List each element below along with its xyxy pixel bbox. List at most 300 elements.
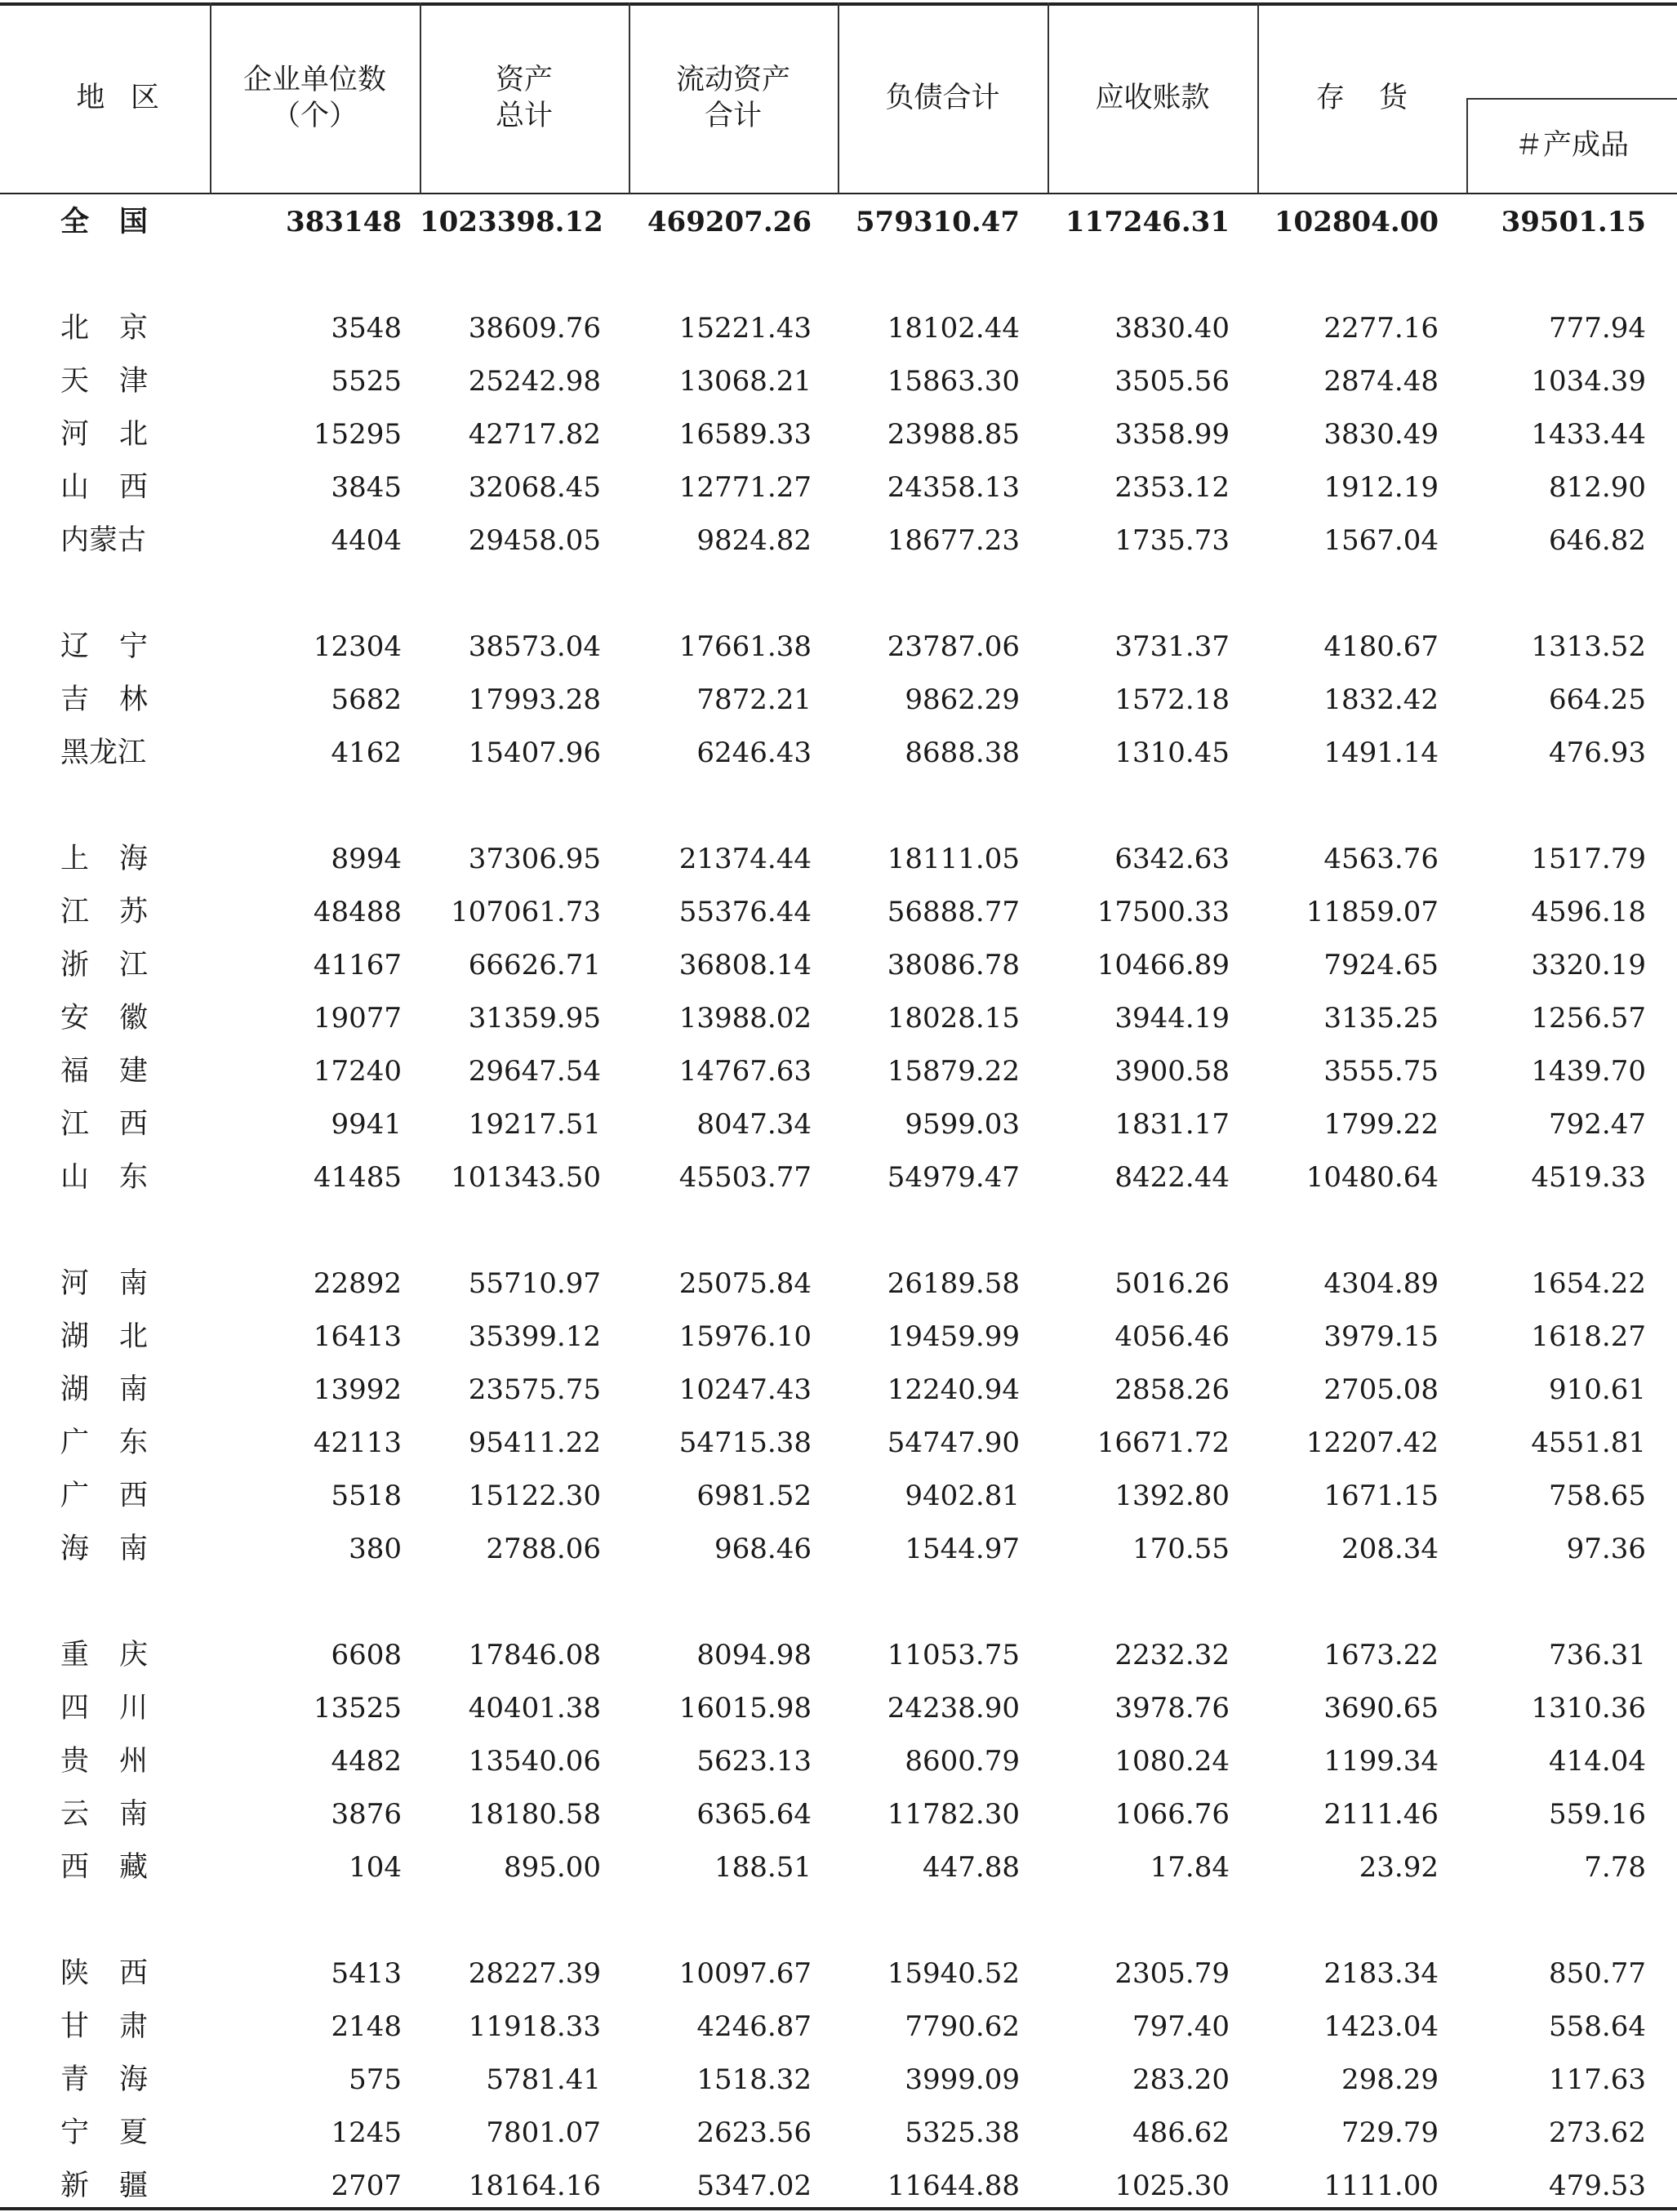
table-cell: 1066.76 — [1114, 1798, 1230, 1831]
header-assets — [420, 62, 629, 134]
region-name-char: 江 — [60, 1108, 90, 1141]
table-cell: 283.20 — [1132, 2063, 1230, 2096]
table-row — [0, 622, 1677, 671]
region-name-char: 海 — [119, 843, 149, 875]
region-name-char: 广 — [60, 1426, 90, 1459]
table-cell: 1310.36 — [1531, 1692, 1646, 1725]
table-cell: 1673.22 — [1323, 1639, 1439, 1671]
table-cell: 38573.04 — [468, 630, 601, 663]
region-name — [60, 728, 191, 777]
region-name-char: 苏 — [119, 896, 149, 928]
table-cell: 1023398.12 — [420, 206, 603, 238]
region-name-char: 藏 — [119, 1851, 149, 1884]
table-cell: 968.46 — [714, 1533, 812, 1565]
table-cell: 3135.25 — [1323, 1002, 1439, 1035]
table-cell: 19459.99 — [887, 1320, 1020, 1353]
table-cell: 7790.62 — [905, 2010, 1020, 2043]
table-cell: 13988.02 — [678, 1002, 812, 1035]
table-cell: 2705.08 — [1323, 1373, 1439, 1406]
table-cell: 18102.44 — [887, 312, 1020, 345]
table-cell: 2111.46 — [1323, 1798, 1439, 1831]
region-name — [60, 2002, 191, 2051]
table-cell: 4551.81 — [1531, 1426, 1646, 1459]
table-row — [0, 1471, 1677, 1520]
table-cell: 2232.32 — [1114, 1639, 1230, 1671]
region-name-char: 北 — [119, 418, 149, 451]
table-cell: 2874.48 — [1323, 365, 1439, 398]
region-name — [60, 1418, 191, 1467]
region-name-char: 北 — [119, 1320, 149, 1353]
table-cell: 3555.75 — [1323, 1055, 1439, 1088]
region-name — [60, 1259, 191, 1308]
table-cell: 18677.23 — [887, 524, 1020, 557]
table-cell: 24358.13 — [887, 471, 1020, 504]
table-cell: 48488 — [313, 896, 402, 928]
region-name — [60, 516, 191, 565]
table-cell: 15976.10 — [678, 1320, 812, 1353]
table-cell: 8422.44 — [1114, 1161, 1230, 1194]
header-liabilities-label: 负债合计 — [885, 82, 1000, 114]
region-name-char: 四 — [60, 1692, 90, 1725]
region-name-char: 青 — [60, 2063, 90, 2096]
table-cell: 4246.87 — [696, 2010, 812, 2043]
table-row — [0, 410, 1677, 459]
table-cell: 41167 — [313, 949, 402, 981]
table-cell: 5525 — [331, 365, 402, 398]
table-cell: 1491.14 — [1323, 737, 1439, 769]
region-name — [60, 1100, 191, 1149]
table-row — [0, 2108, 1677, 2157]
region-name-char: 西 — [119, 1957, 149, 1990]
table-cell: 3690.65 — [1323, 1692, 1439, 1725]
region-name-char: 肃 — [119, 2010, 149, 2043]
table-cell: 11644.88 — [887, 2170, 1020, 2202]
table-cell: 170.55 — [1132, 1533, 1230, 1565]
table-cell: 5016.26 — [1114, 1267, 1230, 1300]
header-receivables — [1048, 80, 1257, 116]
table-row — [0, 888, 1677, 937]
table-cell: 39501.15 — [1501, 206, 1646, 238]
table-cell: 758.65 — [1549, 1480, 1646, 1512]
table-cell: 13525 — [313, 1692, 402, 1725]
region-name-char: 浙 — [60, 949, 90, 981]
table-row — [0, 1790, 1677, 1839]
table-cell: 18028.15 — [887, 1002, 1020, 1035]
table-cell: 4180.67 — [1323, 630, 1439, 663]
table-cell: 95411.22 — [468, 1426, 601, 1459]
table-cell: 1433.44 — [1531, 418, 1646, 451]
table-cell: 23575.75 — [468, 1373, 601, 1406]
table-cell: 19077 — [313, 1002, 402, 1035]
table-cell: 1199.34 — [1323, 1745, 1439, 1778]
table-cell: 812.90 — [1549, 471, 1646, 504]
table-cell: 23988.85 — [887, 418, 1020, 451]
table-cell: 9599.03 — [905, 1108, 1020, 1141]
table-cell: 42717.82 — [468, 418, 601, 451]
header-finished-goods — [1466, 127, 1677, 163]
table-cell: 40401.38 — [468, 1692, 601, 1725]
table-cell: 42113 — [313, 1426, 402, 1459]
table-cell: 18164.16 — [468, 2170, 601, 2202]
table-cell: 29647.54 — [468, 1055, 601, 1088]
table-cell: 797.40 — [1132, 2010, 1230, 2043]
table-cell: 55376.44 — [678, 896, 812, 928]
region-name — [60, 622, 191, 671]
table-row — [0, 2161, 1677, 2210]
table-cell: 1025.30 — [1114, 2170, 1230, 2202]
region-name-char: 宁 — [60, 2116, 90, 2149]
table-cell: 15940.52 — [887, 1957, 1020, 1990]
table-cell: 66626.71 — [468, 949, 601, 981]
table-cell: 298.29 — [1341, 2063, 1439, 2096]
table-row — [0, 1259, 1677, 1308]
table-cell: 4482 — [331, 1745, 402, 1778]
table-cell: 9941 — [331, 1108, 402, 1141]
table-cell: 16589.33 — [678, 418, 812, 451]
table-cell: 1423.04 — [1323, 2010, 1439, 2043]
table-cell: 3845 — [331, 471, 402, 504]
region-name-char: 云 — [60, 1798, 90, 1831]
table-cell: 3999.09 — [905, 2063, 1020, 2096]
table-cell: 1618.27 — [1531, 1320, 1646, 1353]
table-row — [0, 835, 1677, 883]
region-name — [60, 1737, 191, 1786]
region-name-char: 夏 — [119, 2116, 149, 2149]
region-name-char: 河 — [60, 418, 90, 451]
table-cell: 12771.27 — [678, 471, 812, 504]
table-cell: 469207.26 — [647, 206, 812, 238]
table-cell: 3505.56 — [1114, 365, 1230, 398]
region-name-char: 庆 — [119, 1639, 149, 1671]
table-cell: 1111.00 — [1323, 2170, 1439, 2202]
table-cell: 3830.49 — [1323, 418, 1439, 451]
table-cell: 55710.97 — [468, 1267, 601, 1300]
table-cell: 2277.16 — [1323, 312, 1439, 345]
table-cell: 9402.81 — [905, 1480, 1020, 1512]
table-cell: 10480.64 — [1306, 1161, 1439, 1194]
region-name — [60, 410, 191, 459]
table-row — [0, 516, 1677, 565]
table-cell: 729.79 — [1341, 2116, 1439, 2149]
header-receivables-label: 应收账款 — [1095, 82, 1210, 114]
table-row — [0, 728, 1677, 777]
table-row-total — [0, 198, 1677, 247]
table-cell: 486.62 — [1132, 2116, 1230, 2149]
table-cell: 1310.45 — [1114, 737, 1230, 769]
region-name-char: 东 — [119, 1161, 149, 1194]
table-row — [0, 1365, 1677, 1414]
table-cell: 6246.43 — [696, 737, 812, 769]
table-row — [0, 1418, 1677, 1467]
table-cell: 6342.63 — [1114, 843, 1230, 875]
table-row — [0, 1684, 1677, 1733]
region-name-char: 京 — [119, 312, 149, 345]
table-cell: 479.53 — [1549, 2170, 1646, 2202]
table-cell: 19217.51 — [468, 1108, 601, 1141]
header-assets-line1: 资产 — [495, 64, 553, 96]
table-cell: 23787.06 — [887, 630, 1020, 663]
header-assets-line2: 总计 — [495, 100, 553, 132]
table-cell: 15295 — [313, 418, 402, 451]
table-cell: 38609.76 — [468, 312, 601, 345]
table-cell: 17500.33 — [1096, 896, 1230, 928]
table-cell: 26189.58 — [887, 1267, 1020, 1300]
region-name-char: 西 — [60, 1851, 90, 1884]
region-name-char: 国 — [119, 205, 149, 238]
table-cell: 6365.64 — [696, 1798, 812, 1831]
table-cell: 101343.50 — [451, 1161, 601, 1194]
region-name-char: 宁 — [119, 630, 149, 663]
table-cell: 15122.30 — [468, 1480, 601, 1512]
region-name-char: 北 — [60, 312, 90, 345]
table-cell: 8047.34 — [696, 1108, 812, 1141]
region-name-text: 内蒙古 — [60, 524, 147, 557]
table-cell: 4404 — [331, 524, 402, 557]
region-name — [60, 304, 191, 353]
table-cell: 8688.38 — [905, 737, 1020, 769]
table-cell: 1735.73 — [1114, 524, 1230, 557]
table-cell: 4304.89 — [1323, 1267, 1439, 1300]
table-row — [0, 1153, 1677, 1202]
table-row — [0, 2055, 1677, 2104]
table-cell: 2305.79 — [1114, 1957, 1230, 1990]
region-name-char: 东 — [119, 1426, 149, 1459]
region-name-char: 西 — [119, 1108, 149, 1141]
table-cell: 2353.12 — [1114, 471, 1230, 504]
table-row — [0, 1737, 1677, 1786]
table-cell: 1567.04 — [1323, 524, 1439, 557]
region-name — [60, 888, 191, 937]
region-name-char: 山 — [60, 1161, 90, 1194]
table-cell: 380 — [349, 1533, 402, 1565]
region-name-char: 西 — [119, 1480, 149, 1512]
table-cell: 9862.29 — [905, 683, 1020, 716]
table-cell: 3979.15 — [1323, 1320, 1439, 1353]
table-cell: 1245 — [331, 2116, 402, 2149]
table-cell: 4519.33 — [1531, 1161, 1646, 1194]
table-cell: 559.16 — [1549, 1798, 1646, 1831]
region-name-char: 南 — [119, 1798, 149, 1831]
table-cell: 13540.06 — [468, 1745, 601, 1778]
table-cell: 11053.75 — [887, 1639, 1020, 1671]
table-row — [0, 994, 1677, 1043]
table-cell: 32068.45 — [468, 471, 601, 504]
table-cell: 3944.19 — [1114, 1002, 1230, 1035]
table-cell: 1654.22 — [1531, 1267, 1646, 1300]
region-name-char: 江 — [119, 949, 149, 981]
table-cell: 476.93 — [1549, 737, 1646, 769]
region-name — [60, 941, 191, 990]
header-inventory — [1257, 80, 1466, 116]
header-finished-goods-label: ＃产成品 — [1514, 129, 1629, 162]
region-name — [60, 1843, 191, 1892]
table-cell: 2623.56 — [696, 2116, 812, 2149]
table-cell: 7872.21 — [696, 683, 812, 716]
table-row — [0, 941, 1677, 990]
table-cell: 3358.99 — [1114, 418, 1230, 451]
table-row — [0, 1524, 1677, 1573]
subheader-rule — [1466, 98, 1677, 100]
header-inventory-label: 存 货 — [1315, 82, 1408, 114]
region-name-char: 贵 — [60, 1745, 90, 1778]
table-row — [0, 1843, 1677, 1892]
table-cell: 54747.90 — [887, 1426, 1020, 1459]
table-cell: 1392.80 — [1114, 1480, 1230, 1512]
table-cell: 104 — [349, 1851, 402, 1884]
table-cell: 17240 — [313, 1055, 402, 1088]
region-name-text: 黑龙江 — [60, 737, 147, 769]
table-row — [0, 1631, 1677, 1680]
region-name-char: 西 — [119, 471, 149, 504]
region-name-char: 湖 — [60, 1320, 90, 1353]
header-units-line1: 企业单位数 — [242, 64, 386, 96]
header-units-line2: （个） — [271, 100, 358, 132]
table-cell: 910.61 — [1549, 1373, 1646, 1406]
region-name-char: 广 — [60, 1480, 90, 1512]
table-cell: 2183.34 — [1323, 1957, 1439, 1990]
table-cell: 3731.37 — [1114, 630, 1230, 663]
region-name-char: 湖 — [60, 1373, 90, 1406]
region-name-char: 海 — [60, 1533, 90, 1565]
region-name — [60, 1631, 191, 1680]
region-name-char: 陕 — [60, 1957, 90, 1990]
table-cell: 5518 — [331, 1480, 402, 1512]
table-cell: 3876 — [331, 1798, 402, 1831]
table-cell: 646.82 — [1549, 524, 1646, 557]
region-name — [60, 1312, 191, 1361]
table-cell: 2148 — [331, 2010, 402, 2043]
table-cell: 777.94 — [1549, 312, 1646, 345]
table-cell: 25242.98 — [468, 365, 601, 398]
table-cell: 1517.79 — [1531, 843, 1646, 875]
table-cell: 17661.38 — [678, 630, 812, 663]
header-region — [0, 80, 210, 116]
table-cell: 575 — [349, 2063, 402, 2096]
table-cell: 1080.24 — [1114, 1745, 1230, 1778]
table-cell: 56888.77 — [887, 896, 1020, 928]
table-cell: 15221.43 — [678, 312, 812, 345]
region-name-char: 州 — [119, 1745, 149, 1778]
table-cell: 7801.07 — [486, 2116, 601, 2149]
table-row — [0, 304, 1677, 353]
header-current-assets-line2: 合计 — [704, 100, 762, 132]
table-cell: 4056.46 — [1114, 1320, 1230, 1353]
region-name-char: 河 — [60, 1267, 90, 1300]
table-cell: 107061.73 — [451, 896, 601, 928]
table-cell: 16015.98 — [678, 1692, 812, 1725]
table-row — [0, 2002, 1677, 2051]
table-cell: 3320.19 — [1531, 949, 1646, 981]
region-name — [60, 1047, 191, 1096]
table-cell: 8600.79 — [905, 1745, 1020, 1778]
table-cell: 5413 — [331, 1957, 402, 1990]
region-name — [60, 1365, 191, 1414]
header-current-assets — [629, 62, 838, 134]
table-cell: 850.77 — [1549, 1957, 1646, 1990]
region-name — [60, 1153, 191, 1202]
region-name — [60, 1524, 191, 1573]
region-name — [60, 835, 191, 883]
region-name-char: 吉 — [60, 683, 90, 716]
table-cell: 54715.38 — [678, 1426, 812, 1459]
table-cell: 18180.58 — [468, 1798, 601, 1831]
table-cell: 736.31 — [1549, 1639, 1646, 1671]
table-cell: 12240.94 — [887, 1373, 1020, 1406]
table-row — [0, 1100, 1677, 1149]
table-cell: 5682 — [331, 683, 402, 716]
table-cell: 13068.21 — [678, 365, 812, 398]
table-cell: 102804.00 — [1274, 206, 1439, 238]
table-cell: 9824.82 — [696, 524, 812, 557]
region-name-char: 全 — [60, 205, 90, 238]
table-cell: 1572.18 — [1114, 683, 1230, 716]
table-cell: 6981.52 — [696, 1480, 812, 1512]
table-cell: 16671.72 — [1096, 1426, 1230, 1459]
region-name-char: 福 — [60, 1055, 90, 1088]
region-name — [60, 675, 191, 724]
region-name — [60, 994, 191, 1043]
region-name-char: 南 — [119, 1533, 149, 1565]
table-cell: 6608 — [331, 1639, 402, 1671]
region-name-char: 天 — [60, 365, 90, 398]
region-name — [60, 1949, 191, 1998]
region-name — [60, 463, 191, 512]
table-cell: 117246.31 — [1065, 206, 1230, 238]
table-cell: 208.34 — [1341, 1533, 1439, 1565]
table-cell: 188.51 — [714, 1851, 812, 1884]
table-cell: 12207.42 — [1306, 1426, 1439, 1459]
table-cell: 1439.70 — [1531, 1055, 1646, 1088]
table-cell: 1912.19 — [1323, 471, 1439, 504]
region-name-char: 新 — [60, 2170, 90, 2202]
region-name — [60, 1790, 191, 1839]
table-cell: 8094.98 — [696, 1639, 812, 1671]
table-cell: 117.63 — [1549, 2063, 1646, 2096]
region-name-char: 南 — [119, 1373, 149, 1406]
table-cell: 12304 — [313, 630, 402, 663]
table-cell: 13992 — [313, 1373, 402, 1406]
table-cell: 97.36 — [1566, 1533, 1646, 1565]
table-cell: 5347.02 — [696, 2170, 812, 2202]
table-cell: 2707 — [331, 2170, 402, 2202]
table-cell: 2788.06 — [486, 1533, 601, 1565]
region-name-char: 海 — [119, 2063, 149, 2096]
region-name-char: 安 — [60, 1002, 90, 1035]
table-cell: 383148 — [286, 206, 402, 238]
table-cell: 1832.42 — [1323, 683, 1439, 716]
table-cell: 414.04 — [1549, 1745, 1646, 1778]
table-cell: 37306.95 — [468, 843, 601, 875]
table-cell: 664.25 — [1549, 683, 1646, 716]
table-cell: 4563.76 — [1323, 843, 1439, 875]
header-current-assets-line1: 流动资产 — [675, 64, 790, 96]
table-cell: 8994 — [331, 843, 402, 875]
table-cell: 2858.26 — [1114, 1373, 1230, 1406]
table-cell: 36808.14 — [678, 949, 812, 981]
table-cell: 11918.33 — [468, 2010, 601, 2043]
table-row — [0, 675, 1677, 724]
region-name — [60, 2108, 191, 2157]
table-cell: 29458.05 — [468, 524, 601, 557]
region-name-char: 山 — [60, 471, 90, 504]
table-cell: 895.00 — [504, 1851, 601, 1884]
table-cell: 447.88 — [923, 1851, 1020, 1884]
table-cell: 11782.30 — [887, 1798, 1020, 1831]
table-cell: 15407.96 — [468, 737, 601, 769]
table-cell: 5325.38 — [905, 2116, 1020, 2149]
region-name-char: 津 — [119, 365, 149, 398]
table-cell: 1313.52 — [1531, 630, 1646, 663]
